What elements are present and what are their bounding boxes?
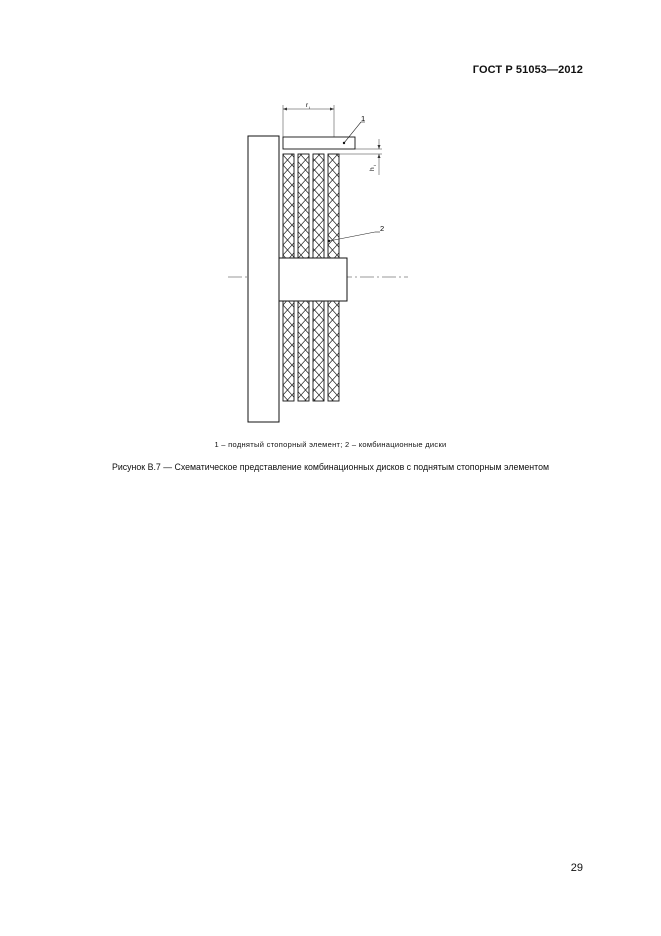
width-dimension: [283, 102, 334, 137]
width-label: r: [306, 102, 309, 109]
callout-1-label: 1: [361, 114, 366, 123]
width-subscript: i: [309, 105, 310, 110]
figure-caption: Рисунок В.7 — Схематическое представление комбинационных дисков с поднятым стопорным элементом: [111, 462, 550, 472]
height-label: h: [369, 167, 376, 171]
height-subscript: i: [372, 165, 377, 166]
disc: [328, 301, 339, 401]
page-number: 29: [570, 862, 583, 874]
figure-legend: 1 – поднятый стопорный элемент; 2 – комбинационные диски: [214, 440, 447, 449]
base-plate: [248, 136, 279, 422]
disc: [283, 301, 294, 401]
disc: [313, 301, 324, 401]
callout-2-label: 2: [380, 224, 385, 233]
disc: [313, 154, 324, 258]
disc: [298, 301, 309, 401]
combination-discs-diagram: [220, 95, 420, 430]
shaft: [279, 258, 347, 301]
disc: [298, 154, 309, 258]
disc: [328, 154, 339, 258]
document-code: ГОСТ Р 51053—2012: [472, 64, 583, 76]
disc: [283, 154, 294, 258]
